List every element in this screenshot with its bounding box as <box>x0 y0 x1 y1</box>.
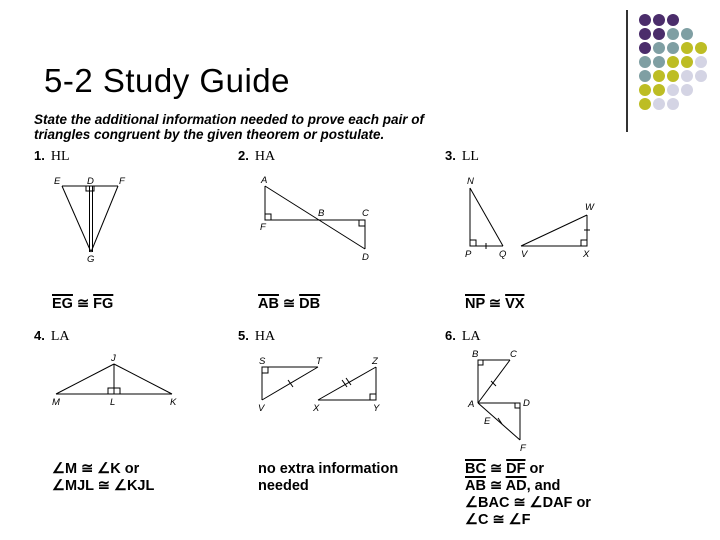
vertex-label: A <box>261 175 268 186</box>
problem-theorem: HA <box>254 149 276 164</box>
instructions-line: triangles congruent by the given theorem or postulate. <box>34 127 385 142</box>
answer-line: ∠C ≅ ∠F <box>465 512 531 528</box>
problem-number: 2. <box>238 148 249 163</box>
answer-line: ∠M ≅ ∠K or <box>52 461 140 477</box>
figure-5 <box>258 356 380 414</box>
figure-2 <box>260 175 369 263</box>
segment: $\overline{AD}$ <box>505 478 527 494</box>
vertex-label: M <box>52 397 60 408</box>
vertex-label: C <box>510 349 517 360</box>
vertex-label: S <box>259 356 266 367</box>
vertex-label: V <box>521 249 528 260</box>
segment: $\overline{FG}$ <box>93 296 114 312</box>
vertex-label: Z <box>372 356 378 367</box>
problem-theorem: HA <box>254 329 276 344</box>
vertex-label: J <box>111 353 116 364</box>
problem-number: 6. <box>445 328 456 343</box>
vertex-label: V <box>258 403 265 414</box>
vertex-label: B <box>318 208 325 219</box>
segment: $\overline{VX}$ <box>505 296 525 312</box>
problem-number: 3. <box>445 148 456 163</box>
page-title: 5-2 Study Guide <box>44 62 290 99</box>
vertex-label: F <box>119 176 125 187</box>
vertex-label: K <box>170 397 177 408</box>
answer-line: ∠MJL ≅ ∠KJL <box>52 478 155 494</box>
conjunction: , and <box>526 478 561 494</box>
vertex-label: D <box>362 252 369 263</box>
answer-5 <box>258 461 398 495</box>
vertex-label: X <box>583 249 590 260</box>
problem-number: 1. <box>34 148 45 163</box>
answer-4 <box>52 461 154 495</box>
problem-theorem: LL <box>461 149 479 164</box>
vertex-label: P <box>465 249 472 260</box>
vertex-label: W <box>585 202 594 213</box>
problem-number: 5. <box>238 328 249 343</box>
segment: $\overline{BC}$ <box>465 461 486 477</box>
answer-line: no extra information <box>258 461 399 477</box>
figure-6 <box>467 349 530 454</box>
vertex-label: D <box>523 398 530 409</box>
vertex-label: T <box>316 356 322 367</box>
vertex-label: N <box>467 176 474 187</box>
problem-number: 4. <box>34 328 45 343</box>
answer-1 <box>52 296 113 313</box>
answer-3 <box>465 296 524 313</box>
figure-1 <box>54 176 126 265</box>
congruent-symbol: ≅ <box>484 296 506 312</box>
conjunction: or <box>525 461 545 477</box>
vertex-label: G <box>87 254 95 265</box>
vertex-label: C <box>362 208 369 219</box>
figure-3 <box>465 176 595 260</box>
congruent-symbol: ≅ <box>72 296 94 312</box>
segment: $\overline{AB}$ <box>465 478 486 494</box>
vertex-label: B <box>472 349 479 360</box>
segment: $\overline{EG}$ <box>52 296 73 312</box>
instructions-line: State the additional information needed to prove each pair of <box>34 112 425 127</box>
problem-theorem: HL <box>50 149 70 164</box>
vertex-label: F <box>520 443 526 454</box>
vertex-label: E <box>484 416 491 427</box>
segment: $\overline{DB}$ <box>299 296 321 312</box>
answer-line: needed <box>258 478 309 494</box>
vertex-label: D <box>87 176 94 187</box>
segment: $\overline{NP}$ <box>465 296 485 312</box>
congruent-symbol: ≅ <box>485 478 506 494</box>
answer-2 <box>258 296 320 313</box>
problem-theorem: LA <box>461 329 481 344</box>
answer-6 <box>465 461 591 529</box>
vertex-label: L <box>110 397 116 408</box>
vertex-label: E <box>54 176 61 187</box>
vertex-label: A <box>468 399 475 410</box>
problem-theorem: LA <box>50 329 70 344</box>
segment: $\overline{DF}$ <box>506 461 526 477</box>
figure-4 <box>52 353 177 408</box>
answer-line <box>465 461 591 478</box>
vertex-label: Y <box>373 403 380 414</box>
congruent-symbol: ≅ <box>278 296 300 312</box>
vertex-label: X <box>313 403 320 414</box>
congruent-symbol: ≅ <box>485 461 507 477</box>
vertex-label: Q <box>499 249 507 260</box>
segment: $\overline{AB}$ <box>258 296 279 312</box>
answer-line: ∠BAC ≅ ∠DAF or <box>465 495 591 511</box>
answer-line <box>465 478 591 495</box>
vertex-label: F <box>260 222 266 233</box>
